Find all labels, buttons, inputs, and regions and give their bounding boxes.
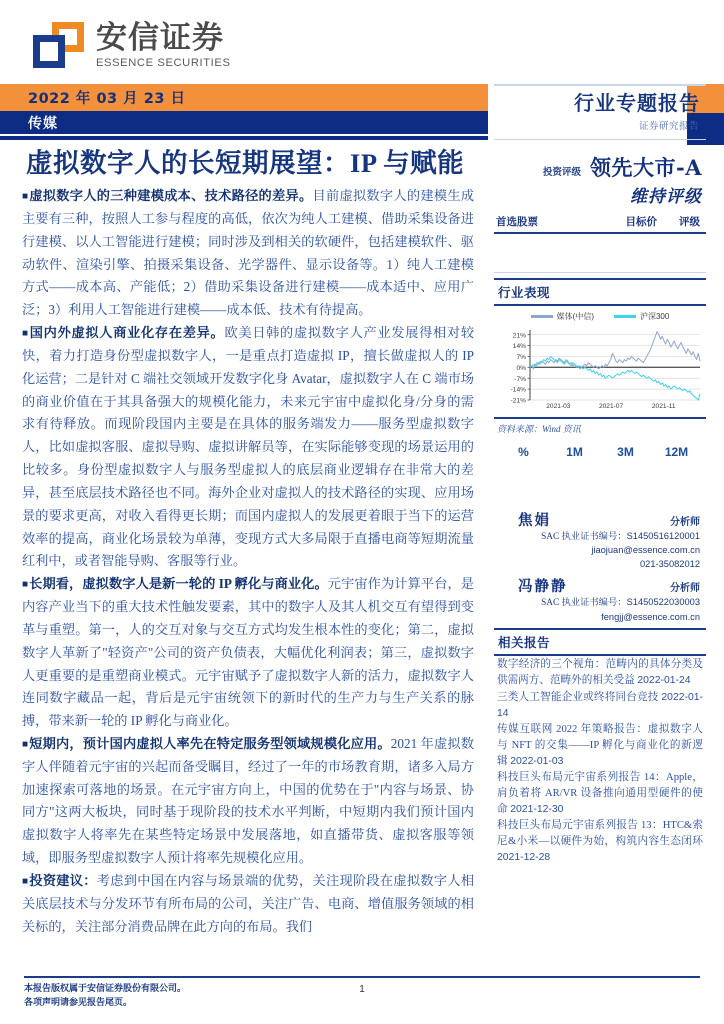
footer-line-1: 本报告版权属于安信证券股份有限公司。 — [24, 983, 187, 993]
paragraph-1-lead: ■ 虚拟数字人的三种建模成本、技术路径的差异。 — [22, 188, 313, 203]
svg-text:-7%: -7% — [514, 375, 526, 383]
related-report-item[interactable] — [497, 657, 703, 689]
paragraph-2 — [22, 322, 474, 573]
analyst-2-sac-code: S1450522030003 — [626, 597, 700, 608]
related-report-text: 传媒互联网 2022 年策略报告：虚拟数字人与 NFT 的交集——IP 孵化与商业化的新逻辑 — [497, 723, 703, 767]
related-report-text: 三类人工智能企业或终将同台竞技 — [497, 691, 659, 703]
paragraph-1-text: 目前虚拟数字人的建模生成主要有三种，按照人工参与程度的高低，依次为纯人工建模、借助采集设备进行建模、以人工智能进行建模；同时涉及到相关的软硬件，包括建模软件、驱动软件、渲染引擎、拍摄采集设备、光学器件、显示设备等。1）纯人工建模方式——成本高、产能低；2）借助采集设备进行建模——成本适中、应用广泛；3）利用人工智能进行建模——成本低、技术有待提高。 — [22, 188, 475, 318]
legend-item-media — [531, 311, 594, 322]
logo-blue-square-icon — [33, 35, 65, 68]
analyst-row-2 — [494, 571, 702, 596]
preferred-stocks-body — [494, 234, 706, 272]
report-type: 行业专题报告 — [574, 93, 700, 115]
chart-legend — [494, 308, 706, 324]
investment-rating — [494, 140, 706, 182]
col-rating-header: 评级 — [679, 217, 700, 228]
svg-text:21%: 21% — [512, 332, 526, 340]
rating-value: 领先大市-A — [589, 155, 702, 180]
chart-source-note: 资料来源：Wind 资讯 — [497, 424, 581, 434]
svg-text:2021-11: 2021-11 — [651, 403, 676, 410]
logo-english-name: ESSENCE SECURITIES — [96, 57, 231, 69]
analyst-1-sac — [494, 530, 702, 544]
related-report-text: 科技巨头布局元宇宙系列报告 14：Apple，肩负着将 AR/VR 设备推向通用型硬件的使命 — [497, 772, 703, 816]
related-reports-list — [494, 656, 706, 866]
related-report-date: 2022-01-14 — [497, 691, 703, 719]
analyst-1-phone: 021-35082012 — [640, 558, 700, 569]
logo-mark-icon — [33, 22, 87, 70]
analyst-1-sac-code: S1450516120001 — [626, 531, 700, 541]
industry-performance-chart — [494, 306, 706, 417]
chart-plot-area — [494, 324, 706, 417]
report-subtype: 证券研究报告 — [638, 122, 699, 132]
paragraph-4-lead: ■ 短期内，预计国内虚拟人率先在特定服务型领域规模化应用。 — [22, 736, 391, 751]
perf-col-1m: 1M — [566, 445, 583, 459]
performance-table-body — [494, 463, 706, 503]
legend-label-media: 媒体(中信) — [556, 312, 594, 321]
perf-col-3m: 3M — [617, 445, 634, 459]
perf-col-pct: % — [518, 445, 529, 459]
report-body — [0, 182, 488, 938]
paragraph-1 — [22, 185, 474, 322]
rating-label: 投资评级 — [542, 168, 581, 178]
related-report-item[interactable] — [497, 722, 703, 770]
legend-item-csi300 — [614, 311, 669, 322]
page-footer — [0, 976, 724, 1024]
svg-text:2021-07: 2021-07 — [598, 403, 624, 410]
paragraph-2-text: 欧美日韩的虚拟数字人产业发展得相对较快，着力打造身份型虚拟数字人，一是重点打造虚拟 IP，擅长做虚拟人的 IP 化运营；二是针对 C 端社交领域开发数字化身 Avatar，虚拟数字人在 C 端市场的商业价值在于其具备强大的规模化能力，未来元宇宙中虚拟化身/分身的需求有待释放。而现阶段国内主要是在具体的服务端发力——服务型虚拟数字人，比如虚拟客服、虚拟导购、虚拟讲解员等，在实际能够变现的场景运用的比较多。身份型虚拟数字人与服务型虚拟人的底层商业逻辑存在非常大的差异，甚至底层技术路径也不同。海外企业对虚拟人的技术路径的实现、应用场景的要求更高，对收入看得更长期；而国内虚拟人的发展更着眼于当下的运营效率的提高，商业化场景较为单薄，变现方式大多局限于直播电商等短期流量红利中，或者智能导购、客服等行业。 — [22, 325, 475, 569]
related-report-date: 2022-01-24 — [637, 675, 691, 687]
analyst-1-sac-label: SAC 执业证书编号： — [541, 532, 627, 542]
report-date-band — [0, 84, 488, 111]
performance-line-chart — [494, 324, 706, 417]
paragraph-3-lead: ■ 长期看，虚拟数字人是新一轮的 IP 孵化与商业化。 — [22, 576, 328, 591]
analyst-2-sac-label: SAC 执业证书编号： — [541, 598, 627, 609]
page-number: 1 — [359, 984, 365, 995]
page-title: 虚拟数字人的长短期展望：IP 与赋能 — [26, 148, 465, 178]
analyst-1-name: 焦娟 — [518, 513, 551, 529]
paragraph-2-lead: ■ 国内外虚拟人商业化存在差异。 — [22, 325, 224, 340]
analyst-block — [494, 503, 706, 624]
col-target-header: 目标价 — [625, 217, 657, 228]
paragraph-3 — [22, 573, 474, 733]
analyst-1-role: 分析师 — [670, 517, 700, 528]
paragraph-4 — [22, 733, 474, 870]
preferred-stocks-header — [494, 213, 706, 232]
sidebar — [494, 84, 706, 867]
paragraph-3-text: 元宇宙作为计算平台，是内容产业当下的重大技术性触发要素，其中的数字人及其人机交互有望得到变革与重塑。第一，人的交互对象与交互方式均发生根本性的变化；第二，虚拟数字人革新了"轻资产"公司的资产负债表，大幅优化利润表；第三，虚拟数字人更重要的是重塑商业模式。元宇宙赋予了虚拟数字人新的活力，虚拟数字人连同数字藏品一起，背后是元宇宙统领下的新时代的生产力与生产关系的脉搏，带来新一轮的 IP 孵化与商业化。 — [22, 576, 474, 729]
related-reports-title: 相关报告 — [498, 636, 551, 651]
related-report-text: 数字经济的三个视角：范畴内的具体分类及供需两方、范畴外的相关受益 — [497, 659, 703, 687]
perf-col-12m: 12M — [664, 445, 689, 459]
analyst-row-1 — [494, 505, 702, 530]
svg-text:7%: 7% — [516, 354, 526, 362]
rating-maintain: 维持评级 — [630, 187, 702, 206]
related-report-date: 2021-12-28 — [497, 852, 551, 864]
industry-performance-title: 行业表现 — [498, 286, 551, 300]
related-report-item[interactable] — [497, 690, 703, 722]
svg-text:14%: 14% — [512, 343, 526, 351]
sector-band — [0, 111, 488, 134]
related-report-date: 2022-01-03 — [510, 755, 564, 767]
related-report-date: 2021-12-30 — [510, 804, 564, 816]
legend-label-csi300: 沪深300 — [639, 312, 670, 321]
svg-text:-14%: -14% — [510, 386, 526, 394]
logo-chinese-name: 安信证券 — [96, 20, 224, 56]
analyst-2-role: 分析师 — [670, 583, 700, 595]
company-logo — [33, 22, 231, 70]
paragraph-5-text: 考虑到中国在内容与场景端的优势，关注现阶段在虚拟数字人相关底层技术与分发环节有所布局的公司，关注广告、电商、增值服务领域的相关标的，关注部分消费品牌在此方向的布局。我们 — [22, 872, 475, 934]
legend-swatch-media — [531, 315, 553, 318]
paragraph-5 — [22, 870, 474, 938]
performance-table-header — [494, 437, 706, 463]
related-report-text: 科技巨头布局元宇宙系列报告 13：HTC&索尼&小米—以硬件为始，构筑内容生态闭环 — [497, 820, 703, 848]
analyst-1-email[interactable]: jiaojuan@essence.com.cn — [591, 545, 700, 556]
related-report-item[interactable] — [497, 818, 703, 866]
paragraph-4-text: 2021 年虚拟数字人伴随着元宇宙的兴起而备受瞩目，经过了一年的市场教育期，诸多入局方加速探索可落地的场景。在元宇宙方向上，中国的优势在于"内容与场景、协同方"这两大板块，同时基于现阶段的技术水平判断，中短期内我们预计国内虚拟数字人将率先在某些特定场景中发展落地，如直播带货、虚拟客服等领域，即服务型虚拟数字人预计将率先规模化应用。 — [22, 736, 475, 866]
report-date: 2022 年 03 月 23 日 — [28, 91, 186, 107]
analyst-2-email[interactable]: fengjj@essence.com.cn — [601, 611, 700, 622]
svg-text:0%: 0% — [516, 364, 526, 372]
footer-line-2: 各项声明请参见报告尾页。 — [24, 996, 133, 1007]
legend-swatch-csi300 — [614, 315, 636, 318]
analyst-2-name: 冯静静 — [518, 579, 568, 596]
analyst-2-sac — [494, 596, 702, 610]
main-column — [0, 84, 488, 938]
col-stock-header: 首选股票 — [496, 217, 538, 228]
svg-text:2021-03: 2021-03 — [546, 403, 571, 410]
paragraph-5-lead: ■ 投资建议： — [22, 873, 97, 888]
sector-label: 传媒 — [28, 116, 58, 132]
svg-text:-21%: -21% — [510, 397, 526, 405]
related-report-item[interactable] — [497, 770, 703, 818]
